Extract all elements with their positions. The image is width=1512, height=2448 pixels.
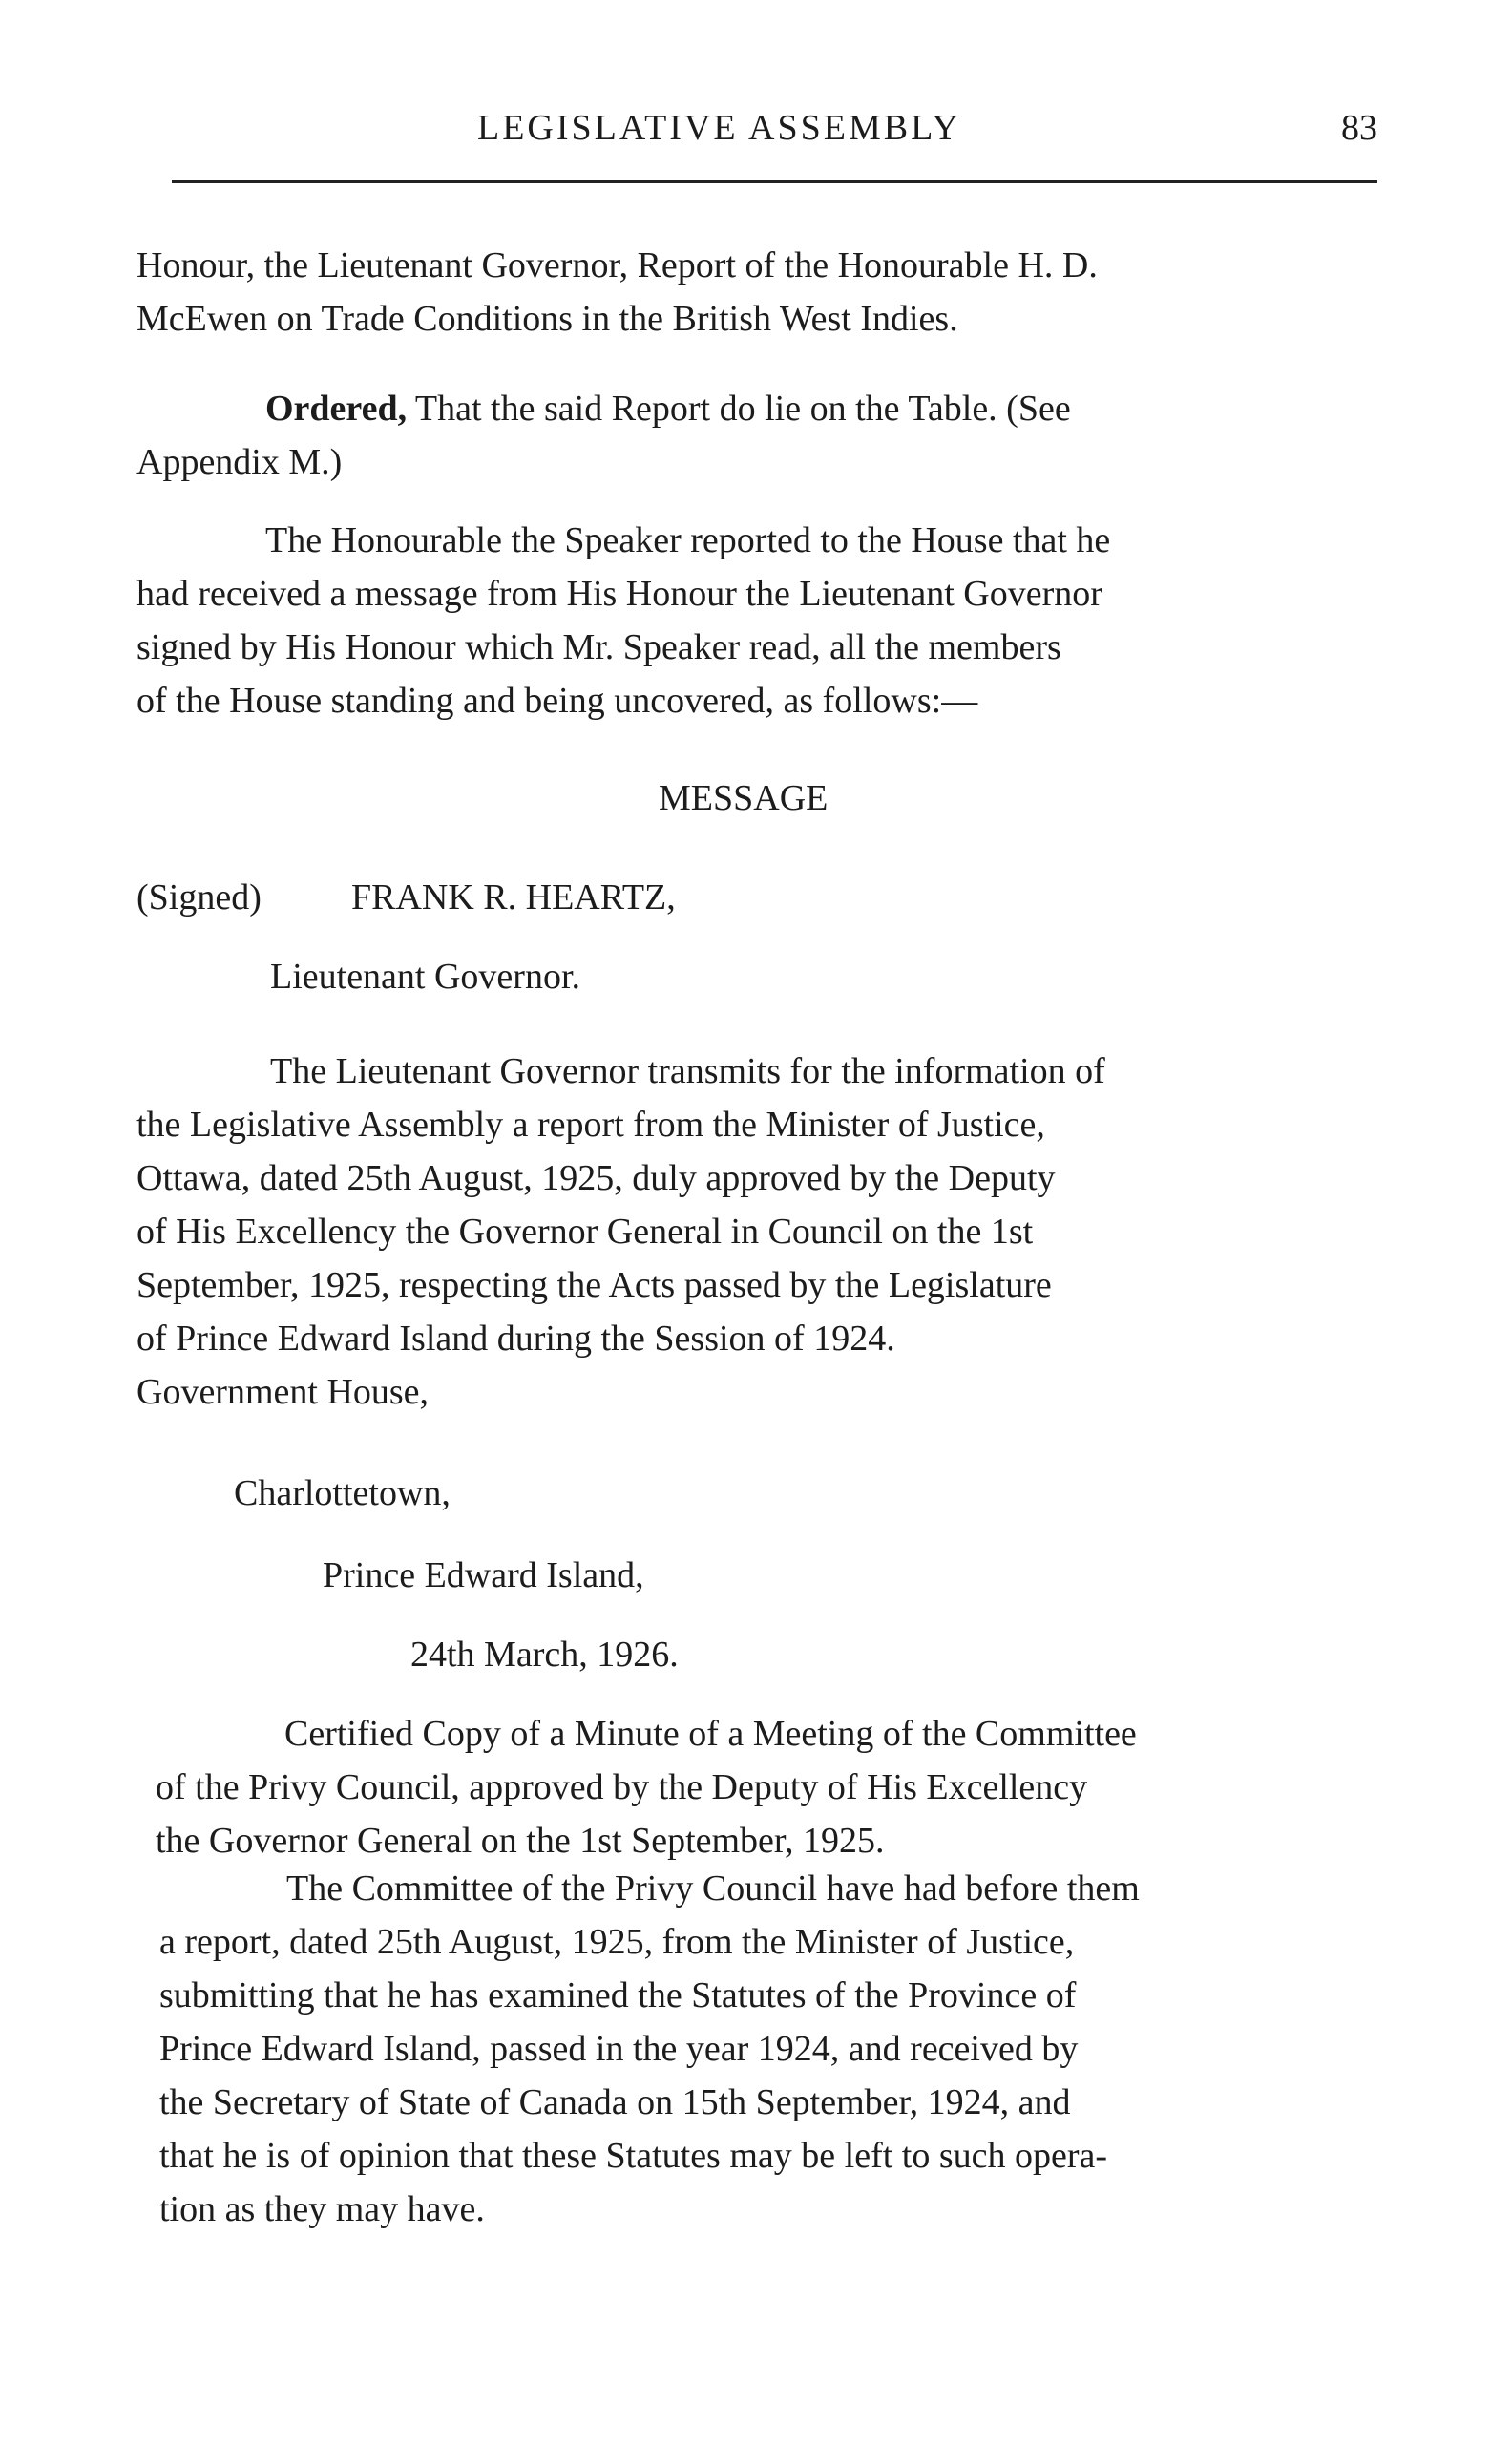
text-line: signed by His Honour which Mr. Speaker read, all the members <box>136 627 1061 667</box>
text-line: Appendix M.) <box>136 442 343 482</box>
text-line: that he is of opinion that these Statutes may be left to such opera- <box>159 2136 1108 2176</box>
text-line: the Governor General on the 1st September, 1925. <box>156 1821 885 1861</box>
text-line: September, 1925, respecting the Acts passed by the Legislature <box>136 1265 1052 1305</box>
address-date: 24th March, 1926. <box>410 1635 679 1675</box>
text-line: of His Excellency the Governor General in Council on the 1st <box>136 1212 1034 1252</box>
paragraph-committee-report <box>159 1862 1400 2236</box>
running-header: LEGISLATIVE ASSEMBLY <box>477 108 961 148</box>
text-line <box>136 382 1377 435</box>
page-number: 83 <box>1341 108 1377 148</box>
address-line-2: Charlottetown, <box>234 1473 451 1513</box>
text-line: The Committee of the Privy Council have had before them <box>286 1868 1140 1909</box>
text-line: of the House standing and being uncovered, as follows:— <box>136 681 978 721</box>
text-line: had received a message from His Honour the Lieutenant Governor <box>136 574 1102 614</box>
address-line-3: Prince Edward Island, <box>323 1555 644 1595</box>
ordered-label: Ordered, <box>265 389 408 429</box>
text-line: of Prince Edward Island during the Session of 1924. <box>136 1319 895 1359</box>
text-line: the Legislative Assembly a report from the Minister of Justice, <box>136 1105 1045 1145</box>
text-line: Ottawa, dated 25th August, 1925, duly approved by the Deputy <box>136 1158 1056 1198</box>
address-line-1: Government House, <box>136 1372 430 1412</box>
paragraph-ordered <box>136 382 1377 489</box>
text-line: a report, dated 25th August, 1925, from the Minister of Justice, <box>159 1922 1075 1962</box>
paragraph-speaker-report <box>136 514 1377 728</box>
text-line: Prince Edward Island, passed in the year 1924, and received by <box>159 2029 1079 2069</box>
signed-label: (Signed) <box>136 877 262 918</box>
text-line: of the Privy Council, approved by the Deputy of His Excellency <box>156 1767 1088 1807</box>
text-line: The Lieutenant Governor transmits for the information of <box>270 1051 1105 1091</box>
text-line: submitting that he has examined the Statutes of the Province of <box>159 1975 1077 2015</box>
text-line: The Honourable the Speaker reported to the House that he <box>265 520 1111 560</box>
text-line: tion as they may have. <box>159 2189 485 2229</box>
paragraph-certified-copy <box>156 1707 1396 1868</box>
text-line: McEwen on Trade Conditions in the British West Indies. <box>136 299 958 339</box>
header-rule <box>172 180 1377 183</box>
paragraph-transmittal <box>136 1045 1387 1365</box>
signatory-title: Lieutenant Governor. <box>270 957 581 997</box>
text-line: the Secretary of State of Canada on 15th September, 1924, and <box>159 2082 1071 2122</box>
text-line: Honour, the Lieutenant Governor, Report of the Honourable H. D. <box>136 245 1098 285</box>
paragraph-report-tabled <box>136 239 1377 346</box>
text-fragment: That the said Report do lie on the Table. (See <box>407 389 1071 429</box>
signatory-name: FRANK R. HEARTZ, <box>351 877 676 918</box>
text-line: Certified Copy of a Minute of a Meeting of the Committee <box>284 1714 1137 1754</box>
message-heading: MESSAGE <box>659 778 829 818</box>
